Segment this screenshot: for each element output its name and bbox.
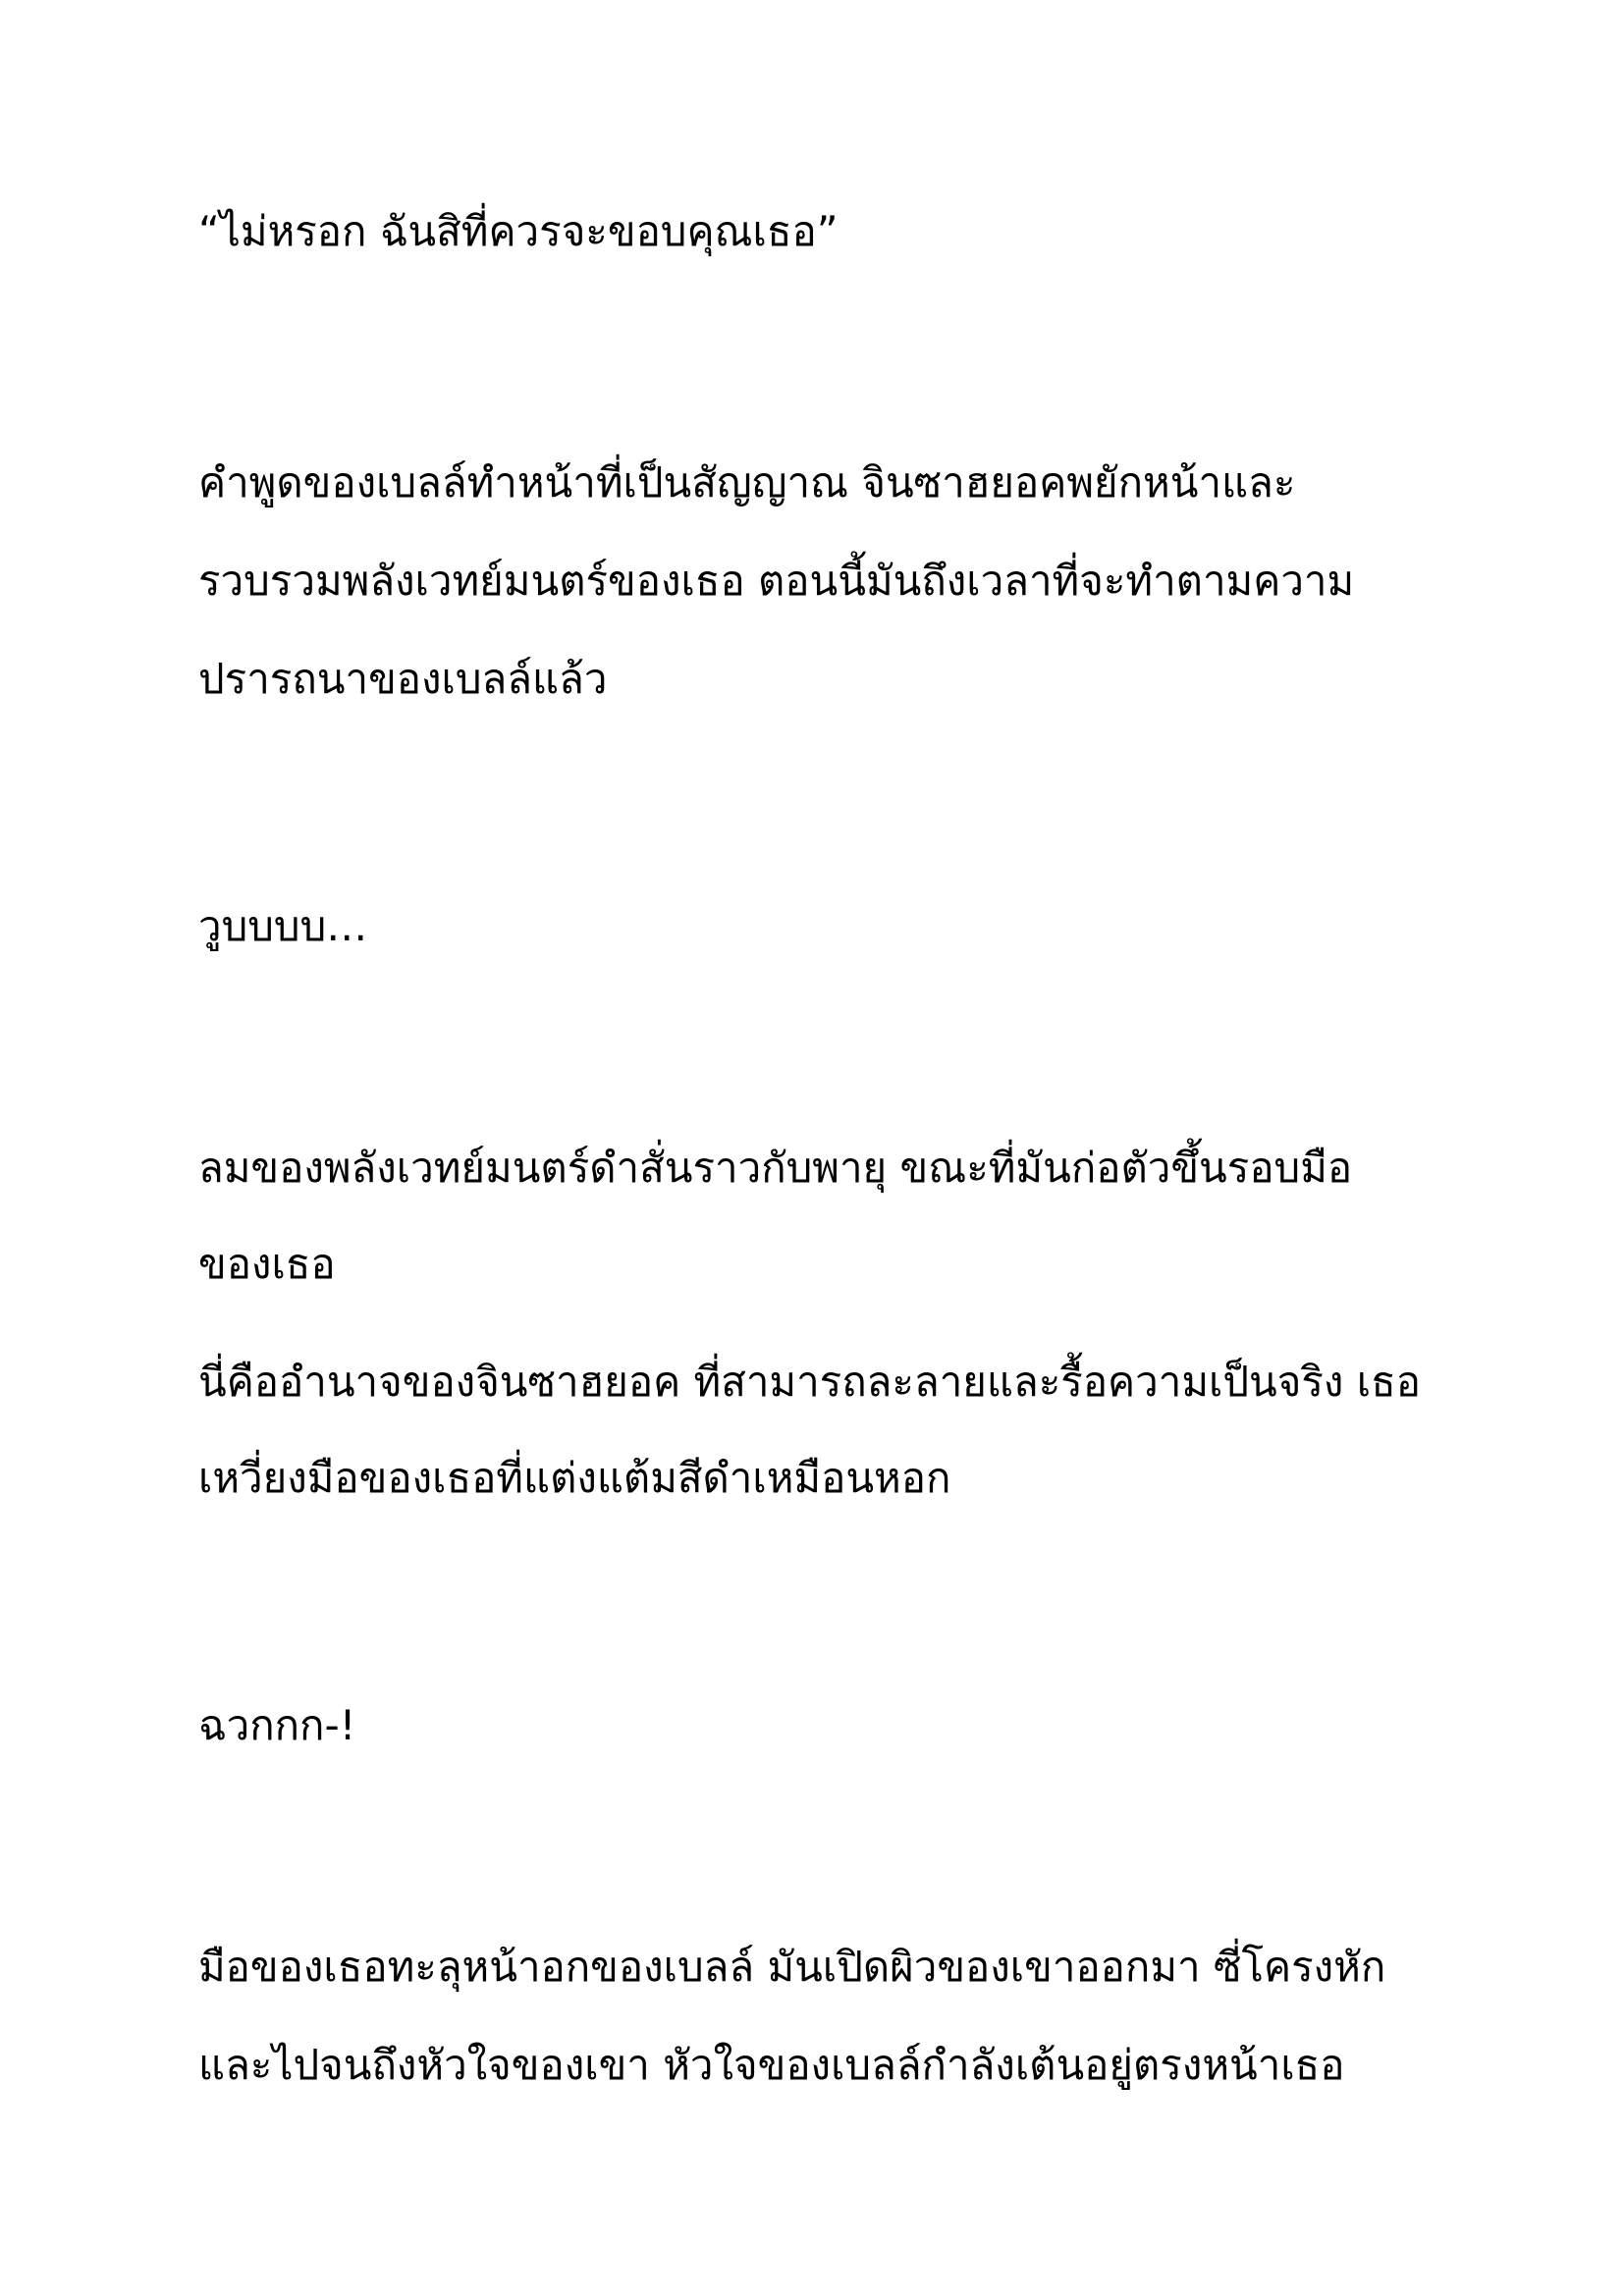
paragraph-1-line-1: “ไม่หรอก ฉันสิที่ควรจะขอบคุณเธอ” [198, 207, 839, 255]
paragraph-2-line-3: ปรารถนาของเบลล์แล้ว [198, 655, 608, 703]
paragraph-2-line-2: รวบรวมพลังเวทย์มนตร์ของเธอ ตอนนี้มันถึงเวลาที่จะทำตามความ [198, 557, 1355, 605]
paragraph-7-line-2: และไปจนถึงหัวใจของเขา หัวใจของเบลล์กำลังเต้นอยู่ตรงหน้าเธอ [198, 2041, 1345, 2089]
paragraph-6-line-1: ฉวกกก-! [198, 1701, 356, 1749]
paragraph-2-line-1: คำพูดของเบลล์ทำหน้าที่เป็นสัญญาณ จินซาฮยอคพยักหน้าและ [198, 458, 1296, 507]
paragraph-5-line-2: เหวี่ยงมือของเธอที่แต่งแต้มสีดำเหมือนหอก [198, 1454, 951, 1502]
paragraph-4-line-1: ลมของพลังเวทย์มนตร์ดำสั่นราวกับพายุ ขณะที่มันก่อตัวขึ้นรอบมือ [198, 1144, 1353, 1192]
paragraph-5-line-1: นี่คืออำนาจของจินซาฮยอค ที่สามารถละลายและรื้อความเป็นจริง เธอ [198, 1358, 1421, 1406]
paragraph-3-line-1: วูบบบบ… [198, 902, 368, 950]
paragraph-4-line-2: ของเธอ [198, 1240, 336, 1288]
paragraph-7-line-1: มือของเธอทะลุหน้าอกของเบลล์ มันเปิดผิวของเขาออกมา ซี่โครงหัก [198, 1943, 1386, 1991]
